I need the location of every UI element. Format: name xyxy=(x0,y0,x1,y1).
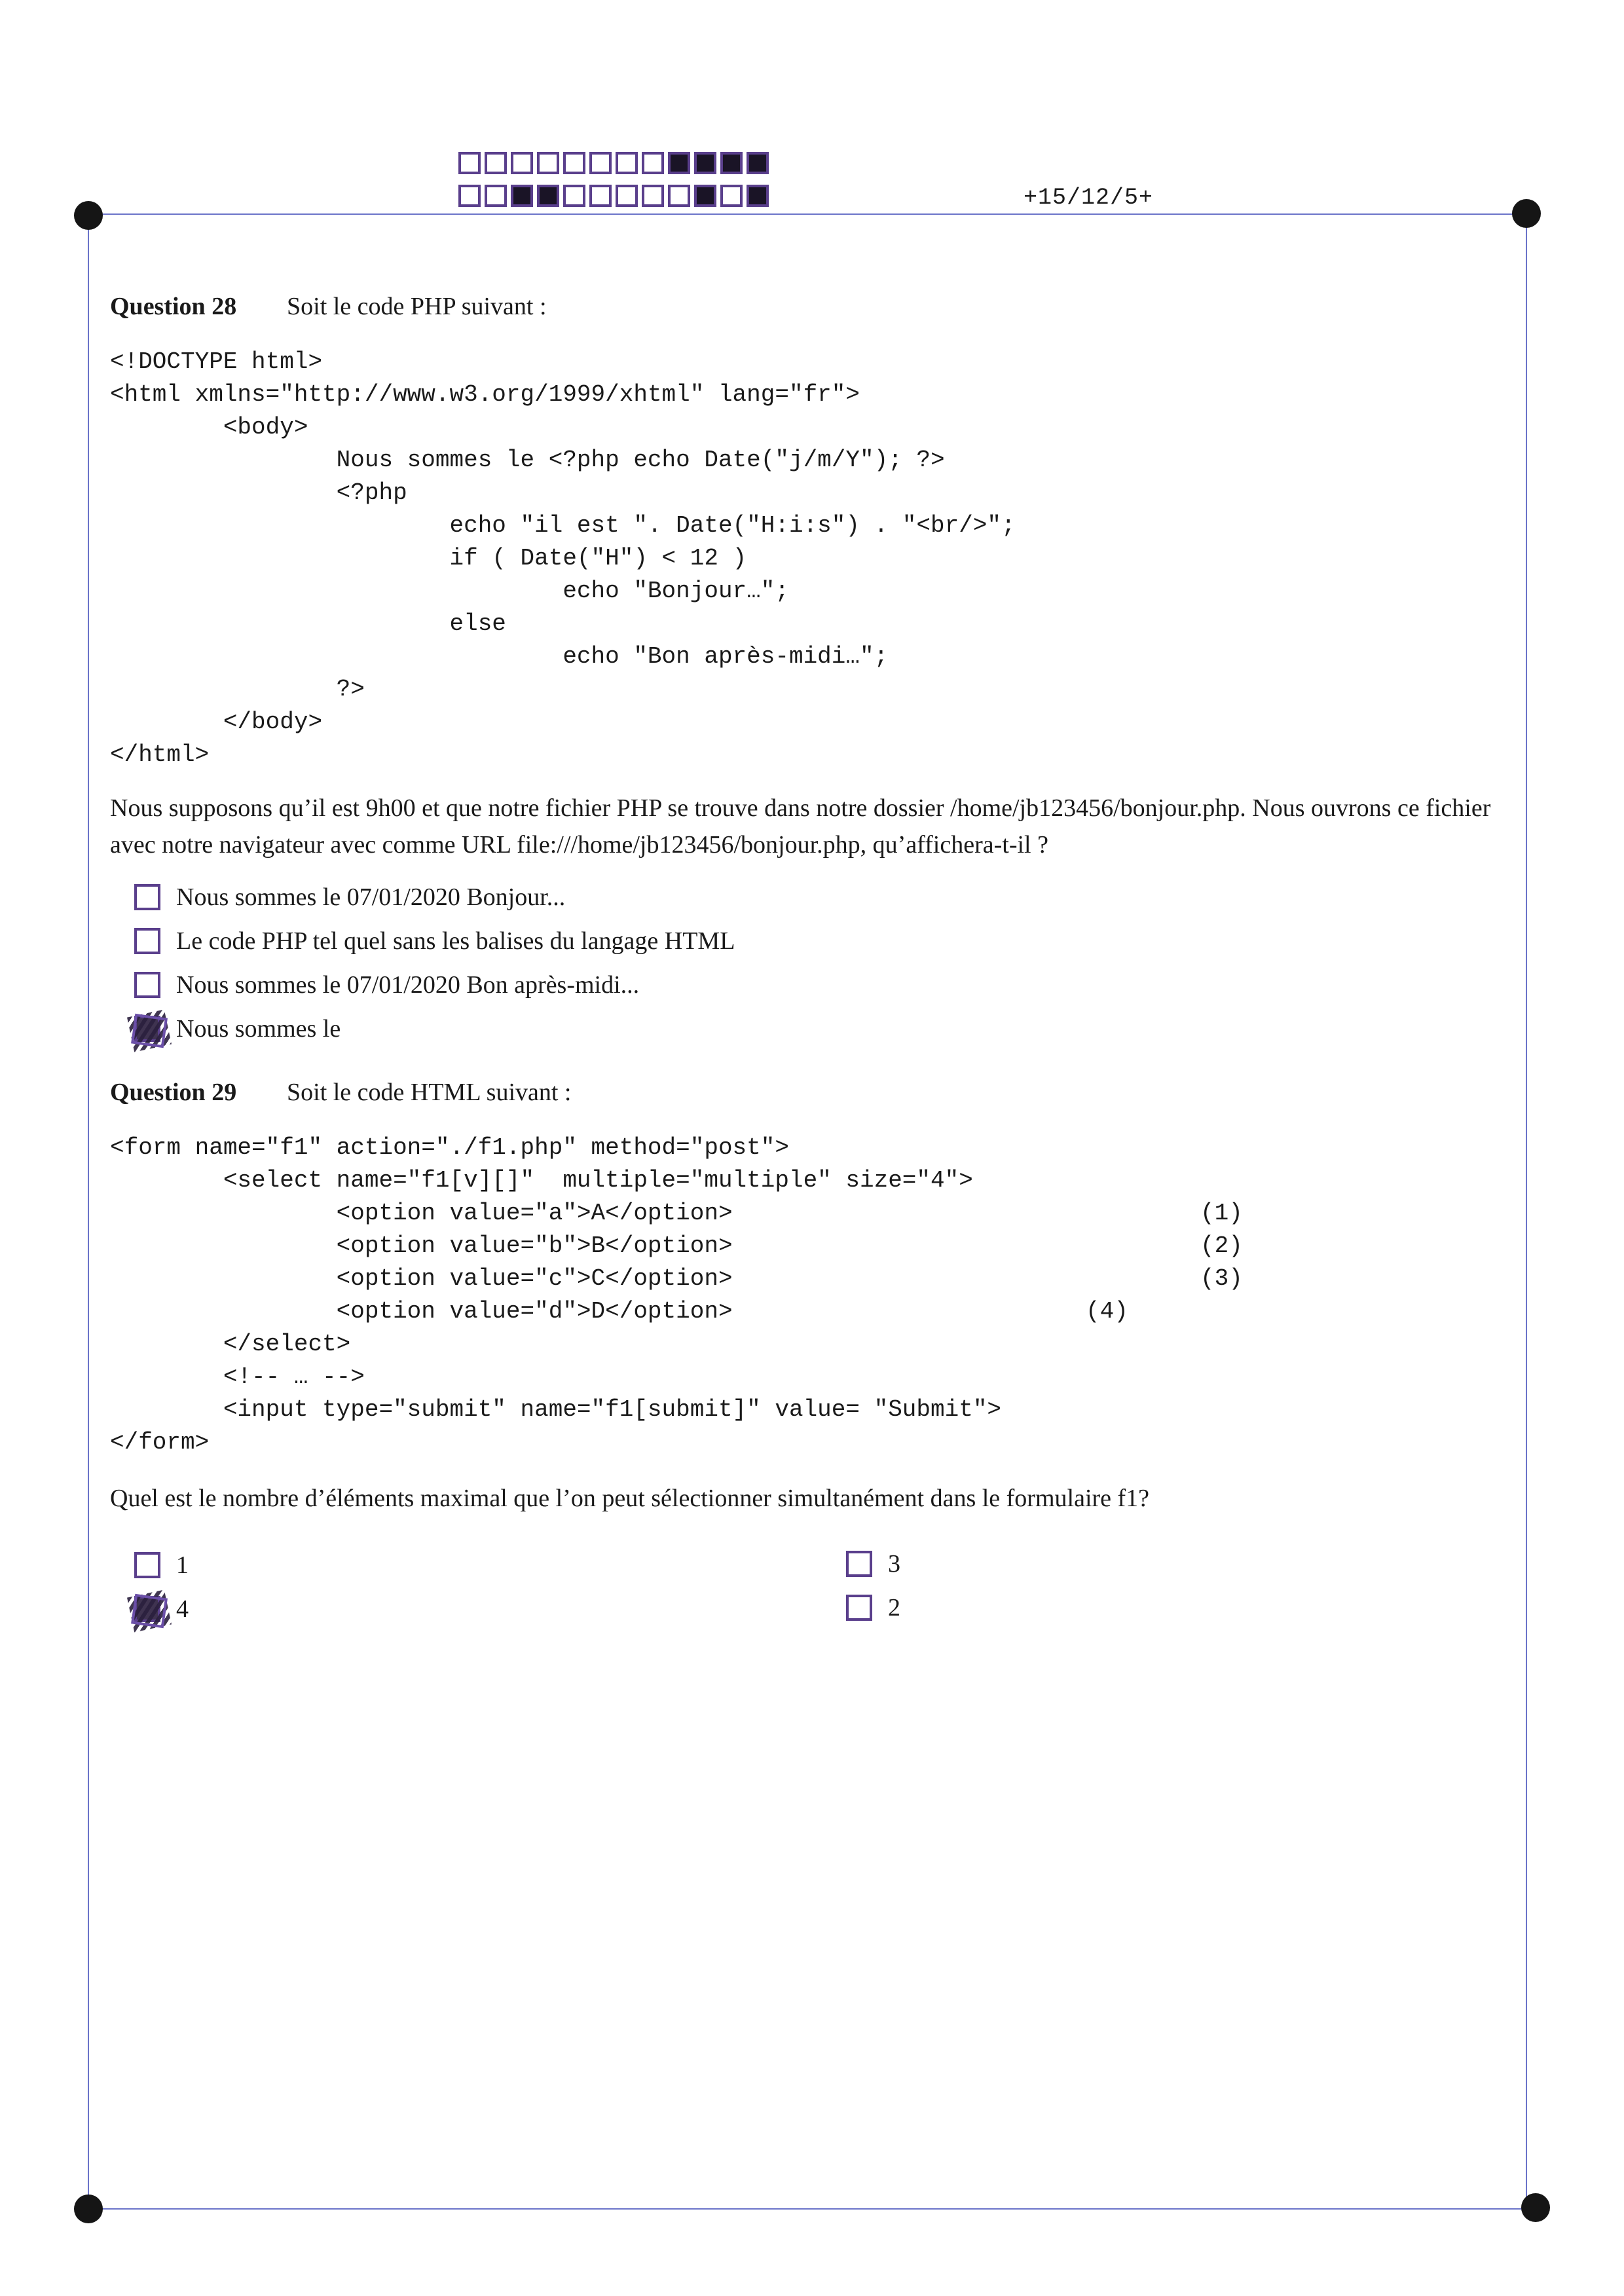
code-cell-empty xyxy=(563,152,585,174)
checkbox[interactable] xyxy=(134,972,160,998)
code-line: <!DOCTYPE html> xyxy=(110,348,323,375)
frame-bottom xyxy=(88,2208,1536,2210)
choice-item[interactable] xyxy=(846,1549,900,1578)
question-prompt: Nous supposons qu’il est 9h00 et que notre fichier PHP se trouve dans notre dossier /home/jb123456/bonjour.php. Nous ouvrons ce fichier avec notre navigateur avec comme URL file:///home/jb123456/bonjour.php, qu’affichera-t-il ? xyxy=(110,794,1491,859)
choice-item[interactable] xyxy=(846,1593,900,1622)
choice-label: 1 xyxy=(176,1551,189,1579)
code-cell-empty xyxy=(720,185,743,207)
choice-label: Nous sommes le 07/01/2020 Bon après-midi... xyxy=(176,971,640,999)
code-line: <!-- … --> xyxy=(110,1363,365,1390)
question-prompt: Quel est le nombre d’éléments maximal que l’on peut sélectionner simultanément dans le formulaire f1? xyxy=(110,1485,1150,1512)
code-cell-empty xyxy=(511,152,533,174)
id-code-row xyxy=(458,152,773,174)
page-id: +15/12/5+ xyxy=(1024,185,1154,211)
checkbox[interactable] xyxy=(134,1552,160,1578)
choice-label: Nous sommes le 07/01/2020 Bonjour... xyxy=(176,883,566,911)
id-code-row xyxy=(458,185,773,207)
code-cell-empty xyxy=(563,185,585,207)
choice-item[interactable] xyxy=(134,1014,341,1043)
code-cell-empty xyxy=(668,185,690,207)
code-line: </html> xyxy=(110,741,210,768)
line-tag: (2) xyxy=(1200,1232,1243,1259)
frame-right xyxy=(1526,213,1527,2208)
code-line: <form name="f1" action="./f1.php" method="post"> xyxy=(110,1134,789,1161)
line-tag: (4) xyxy=(1086,1298,1128,1325)
choice-label: Nous sommes le xyxy=(176,1015,341,1043)
code-cell-filled xyxy=(668,152,690,174)
code-line: <option value="a">A</option> (1) xyxy=(110,1197,1001,1230)
choice-label: 2 xyxy=(888,1594,900,1621)
code-line: <?php xyxy=(110,479,407,506)
code-cell-filled xyxy=(694,185,716,207)
checkbox-checked[interactable] xyxy=(134,1016,160,1042)
choice-label: Le code PHP tel quel sans les balises du langage HTML xyxy=(176,927,735,955)
corner-marker-top-right xyxy=(1512,199,1541,228)
code-line: echo "Bonjour…"; xyxy=(110,578,789,604)
code-line: </body> xyxy=(110,709,323,735)
code-cell-empty xyxy=(616,185,638,207)
choice-item[interactable] xyxy=(134,1551,189,1580)
code-line: <body> xyxy=(110,414,308,441)
corner-marker-bottom-right xyxy=(1521,2193,1550,2222)
code-cell-filled xyxy=(720,152,743,174)
code-line: echo "Bon après-midi…"; xyxy=(110,643,889,670)
code-line: <option value="c">C</option> (3) xyxy=(110,1263,1001,1295)
code-cell-empty xyxy=(589,152,612,174)
code-line: <select name="f1[v][]" multiple="multiple" size="4"> xyxy=(110,1167,973,1194)
code-line: ?> xyxy=(110,676,365,703)
code-line: else xyxy=(110,610,506,637)
checkbox[interactable] xyxy=(134,928,160,954)
question-header xyxy=(110,292,547,321)
code-block xyxy=(110,346,1016,771)
code-cell-filled xyxy=(694,152,716,174)
choice-item[interactable] xyxy=(134,927,735,955)
code-line: <option value="b">B</option> (2) xyxy=(110,1230,1001,1263)
code-cell-empty xyxy=(537,152,559,174)
code-cell-empty xyxy=(616,152,638,174)
code-cell-filled xyxy=(747,152,769,174)
code-line: </select> xyxy=(110,1331,351,1358)
code-cell-filled xyxy=(511,185,533,207)
code-line: <input type="submit" name="f1[submit]" value= "Submit"> xyxy=(110,1396,1002,1423)
question-header xyxy=(110,1078,571,1107)
code-cell-empty xyxy=(458,185,481,207)
code-block xyxy=(110,1132,1243,1459)
code-cell-empty xyxy=(485,152,507,174)
code-line: Nous sommes le <?php echo Date("j/m/Y"); ?> xyxy=(110,447,945,473)
code-cell-filled xyxy=(747,185,769,207)
choice-item[interactable] xyxy=(134,1595,189,1623)
line-tag: (3) xyxy=(1200,1265,1243,1292)
code-cell-empty xyxy=(458,152,481,174)
question-label: Question 28 xyxy=(110,293,237,320)
corner-marker-bottom-left xyxy=(74,2194,103,2223)
code-cell-filled xyxy=(537,185,559,207)
checkbox[interactable] xyxy=(134,884,160,910)
question-label: Question 29 xyxy=(110,1079,237,1106)
code-cell-empty xyxy=(589,185,612,207)
code-line: </form> xyxy=(110,1429,210,1456)
choice-item[interactable] xyxy=(134,883,565,912)
code-cell-empty xyxy=(485,185,507,207)
frame-top xyxy=(88,213,1526,215)
question-title: Soit le code PHP suivant : xyxy=(287,293,547,320)
checkbox[interactable] xyxy=(846,1551,872,1577)
code-line: <html xmlns="http://www.w3.org/1999/xhtml" lang="fr"> xyxy=(110,381,860,408)
code-cell-empty xyxy=(642,185,664,207)
code-line: <option value="d">D</option> (4) xyxy=(110,1295,1001,1328)
line-tag: (1) xyxy=(1200,1200,1243,1227)
code-line: echo "il est ". Date("H:i:s") . "<br/>"; xyxy=(110,512,1016,539)
choice-item[interactable] xyxy=(134,971,639,999)
checkbox-checked[interactable] xyxy=(134,1596,160,1622)
code-line: if ( Date("H") < 12 ) xyxy=(110,545,747,572)
choice-label: 4 xyxy=(176,1595,189,1623)
corner-marker-top-left xyxy=(74,201,103,230)
checkbox[interactable] xyxy=(846,1595,872,1621)
code-cell-empty xyxy=(642,152,664,174)
frame-left xyxy=(88,213,89,2208)
choice-label: 3 xyxy=(888,1550,900,1578)
question-title: Soit le code HTML suivant : xyxy=(287,1079,572,1106)
